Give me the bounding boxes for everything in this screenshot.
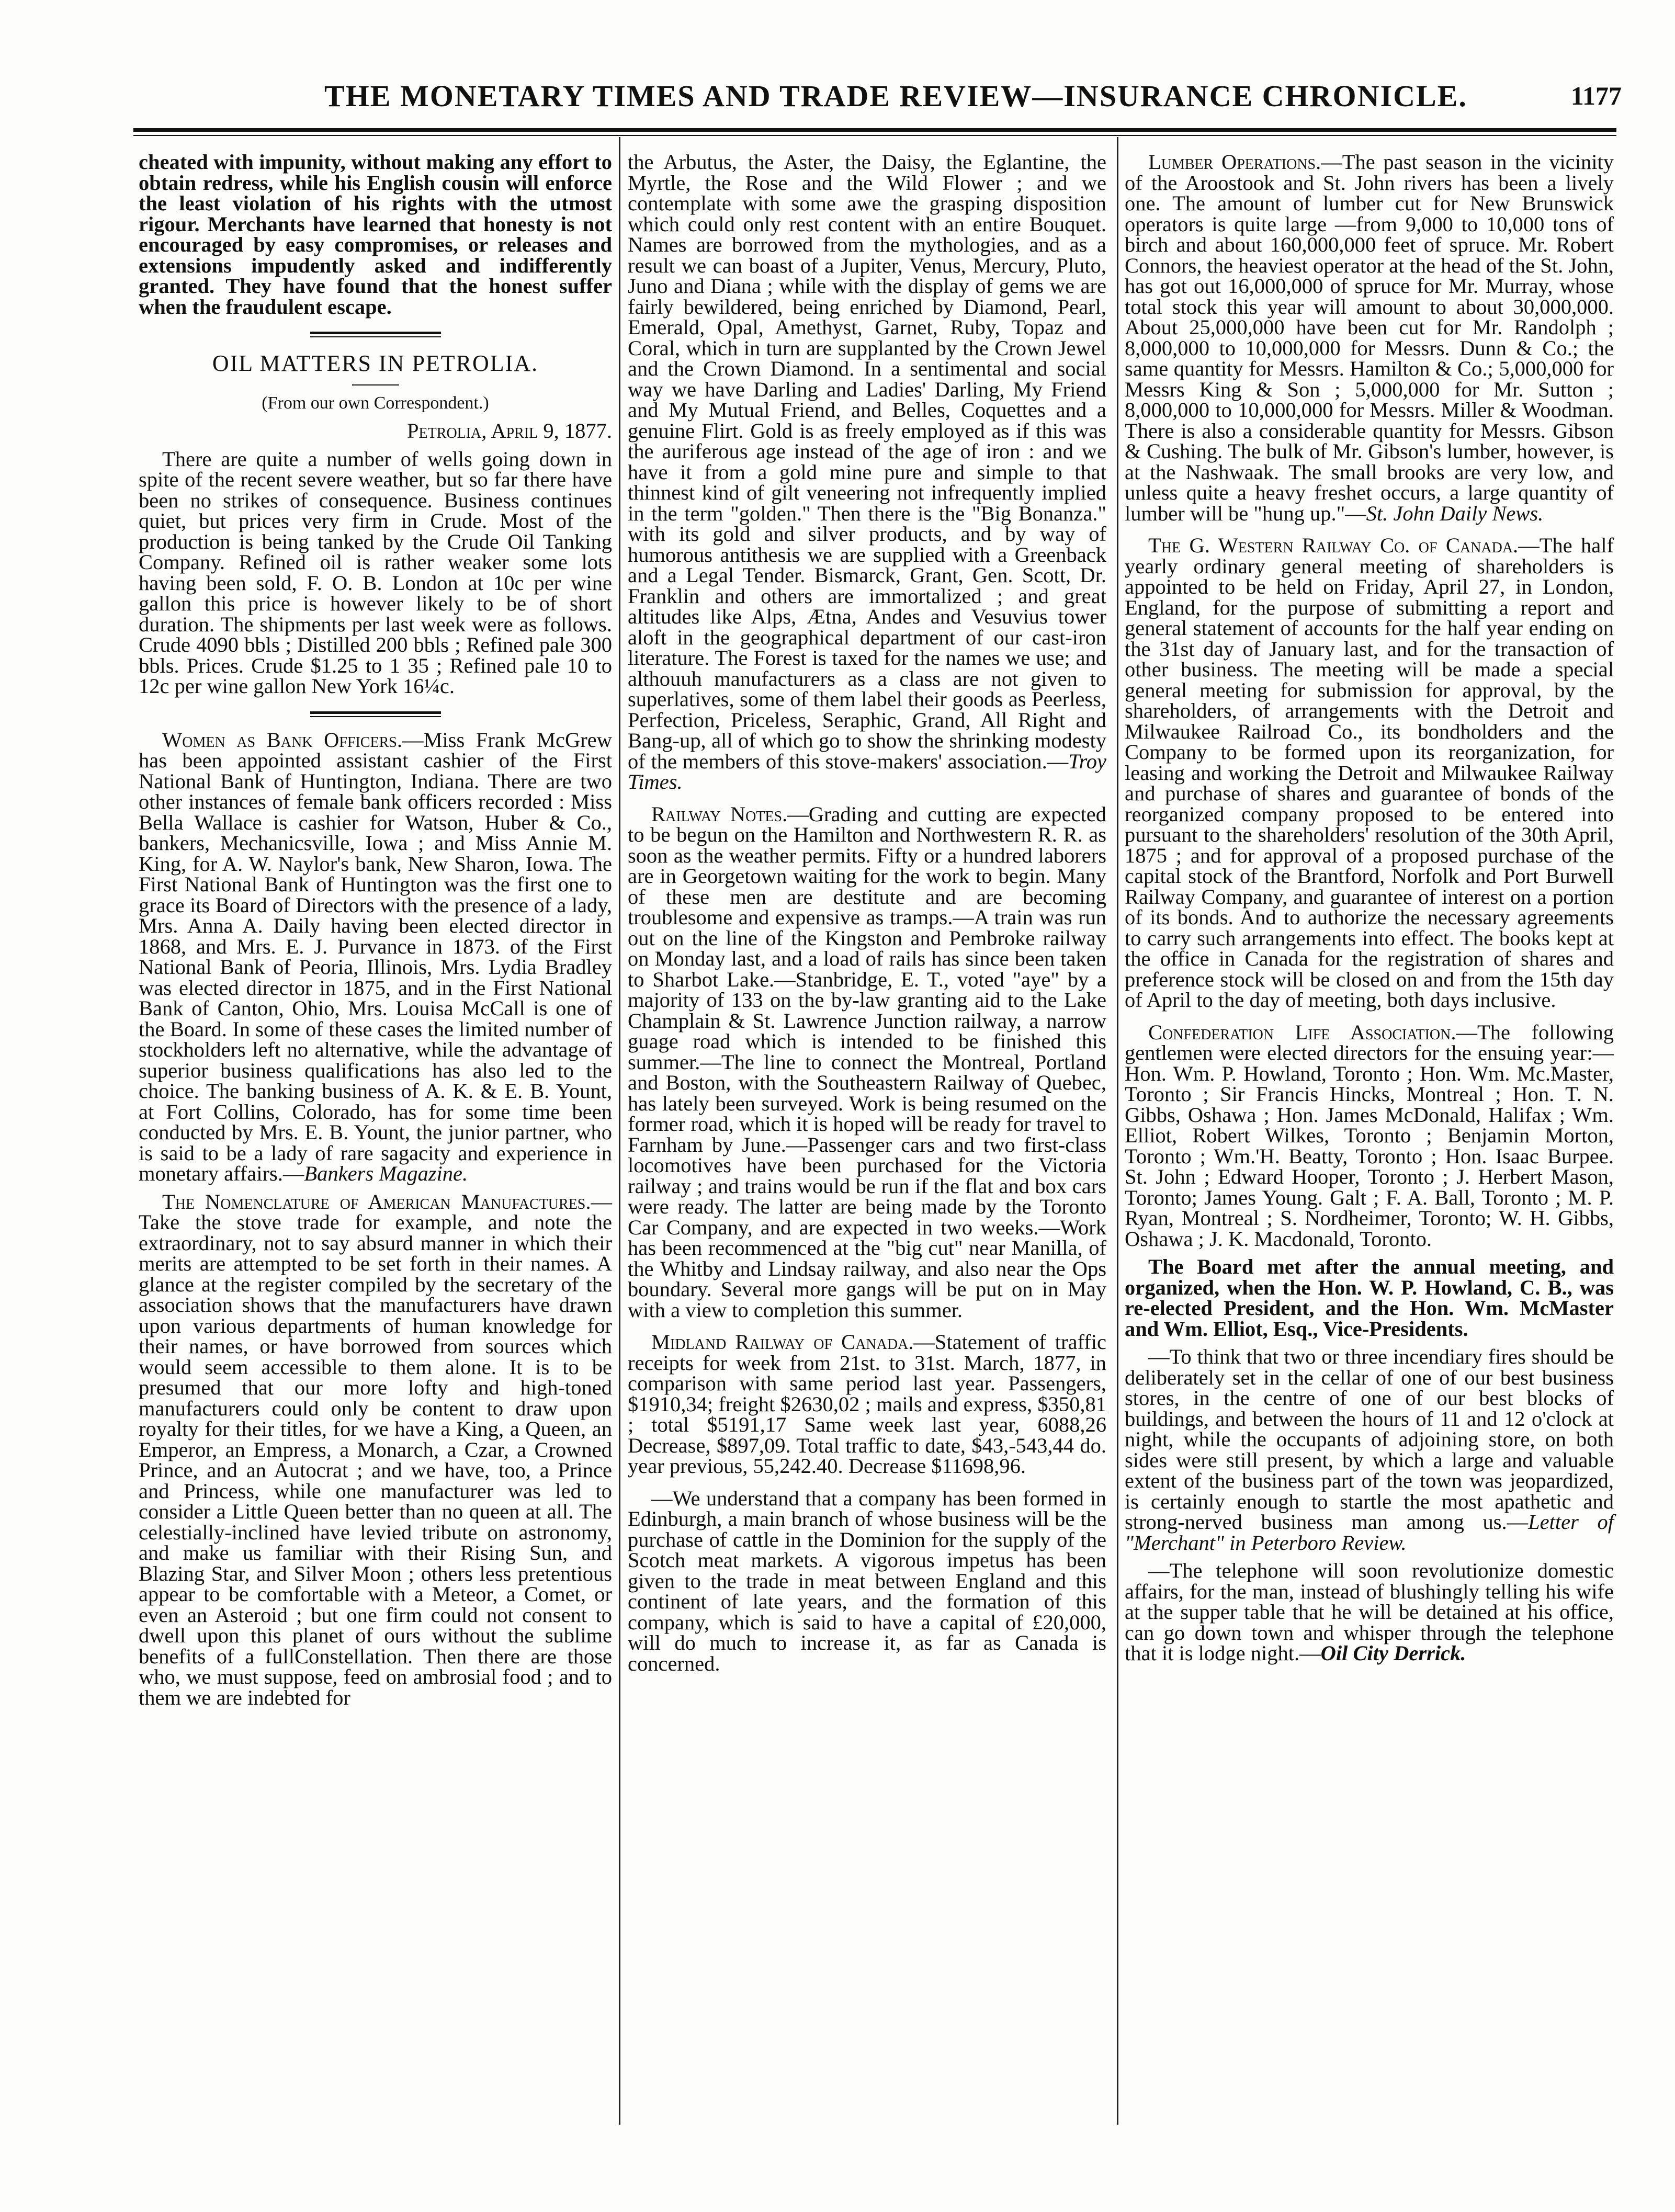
column-1	[139, 152, 612, 1715]
column-divider	[619, 137, 620, 2125]
column-2	[628, 152, 1106, 1681]
nomen-source: Troy Times.	[628, 749, 1106, 793]
conf-body: —The following gentlemen were elected directors for the ensuing year:—Hon. Wm. P. Howland, Toronto ; Hon. Wm. Mc.Master, Toronto ; Sir Francis Hincks, Montreal ; Hon. T. N. Gibbs, Oshawa ; Hon. James McDonald, Halifax ; Wm. Elliot, Robert Wilkes, Toronto ; Benjamin Morton, Toronto ; Wm.'H. Beatty, Toronto ; Hon. Isaac Burpee. St. John ; Edward Hooper, Toronto ; J. Herbert Mason, Toronto; James Young. Galt ; F. A. Ball, Toronto ; M. P. Ryan, Montreal ; S. Nordheimer, Toronto; W. H. Gibbs, Oshawa ; J. K. Macdonald, Toronto.	[1125, 1020, 1614, 1251]
gwr-title: The G. Western Railway Co. of Canada.	[1148, 534, 1519, 557]
conf-article	[1125, 1022, 1614, 1250]
nomen-title: The Nomenclature of American Manufactures.	[162, 1189, 591, 1213]
short-rule	[352, 384, 399, 385]
midland-title: Midland Railway of Canada.	[651, 1330, 914, 1354]
rail-title: Railway Notes.	[651, 802, 788, 826]
nomen-cont-body: the Arbutus, the Aster, the Daisy, the Eglantine, the Myrtle, the Rose and the Wild Flower ; and we contemplate with some awe the grasping disposition which could only rest content with an entire Bouquet. Names are borrowed from the mythologies, and as a result we can boast of a Jupiter, Venus, Mercury, Pluto, Juno and Diana ; while with the display of gems we are fairly bewildered, being enriched by Diamond, Pearl, Emerald, Opal, Amethyst, Garnet, Ruby, Topaz and Coral, which in turn are supplanted by the Crown Jewel and the Crown Diamond. In a sentimental and social way we have Darling and Ladies' Darling, My Friend and My Mutual Friend, and Belles, Coquettes and a genuine Flirt. Gold is as freely employed as if this was the auriferous age instead of the age of iron : and we have it from a gold mine pure and simple to that thinnest kind of gilt veneering not infrequently implied in the term "golden." Then there is the "Big Bonanza." with its gold and silver products, and by way of humorous antithesis we are supplied with a Greenback and a Legal Tender. Bismarck, Grant, Gen. Scott, Dr. Franklin and others are immortalized ; and great altitudes like Alps, Ætna, Andes and Vesuvius tower aloft in the geographical department of our cast-iron literature. The Forest is taxed for the names we use; and althouuh manufacturers as a class are not given to superlatives, some of them label their goods as Peerless, Perfection, Priceless, Seraphic, Grand, All Right and Bang-up, all of which go to show the shrinking modesty of the members of this stove-makers' association.—	[628, 150, 1106, 773]
nomen-body: —Take the stove trade for example, and note the extraordinary, not to say absurd manner in which their merits are attempted to be set forth in their names. A glance at the register compiled by the secretary of the association shows that the manufacturers have drawn upon various departments of human knowledge for their names, or have borrowed from sources which would seem accessible to them alone. It is to be presumed that our more lofty and high-toned manufacturers could only be content to draw upon royalty for their titles, for we have a King, a Queen, an Emperor, an Empress, a Monarch, a Czar, a Crowned Prince, and an Autocrat ; and we have, too, a Prince and Princess, while one manufacturer was led to consider a Little Queen better than no queen at all. The celestially-inclined have levied tribute on astronomy, and make us familiar with their Rising Sun, and Blazing Star, and Silver Moon ; others less pretentious appear to be comfortable with a Meteor, a Comet, or even an Asteroid ; but one firm could not consent to dwell upon this planet of ours without the sublime benefits of a fullConstellation. Then there are those who, we must suppose, feed on ambrosial food ; and to them we are indebted for	[139, 1189, 612, 1709]
journal-title: THE MONETARY TIMES AND TRADE REVIEW—INSURANCE CHRONICLE.	[324, 79, 1467, 113]
header-rule-thin	[133, 135, 1616, 136]
oil-dateline: Petrolia, April 9, 1877.	[407, 419, 612, 443]
nomen-continued	[628, 152, 1106, 792]
rail-article	[628, 804, 1106, 1321]
section-rule	[310, 332, 441, 337]
oil-body: There are quite a number of wells going down in spite of the recent severe weather, but so far there have been no strikes of consequence. Business continues quiet, but prices very firm in Crude. Most of the production is being tanked by the Crude Oil Tanking Company. Refined oil is rather weaker some lots having been sold, F. O. B. London at 10c per wine gallon this price is however likely to be of short duration. The shipments per last week were as follows. Crude 4090 bbls ; Distilled 200 bbls ; Refined pale 300 bbls. Prices. Crude $1.25 to 1 35 ; Refined pale 10 to 12c per wine gallon New York 16¼c.	[139, 447, 612, 698]
women-article	[139, 730, 612, 1184]
header-rule	[133, 128, 1616, 132]
midland-body: —Statement of traffic receipts for week from 21st. to 31st. March, 1877, in comparison with same period last year. Passengers, $1910,34; freight $2630,02 ; mails and express, $350,81 ; total $5191,17 Same week last year, 6088,26 Decrease, $897,09. Total traffic to date, $43,-543,44 do. year previous, 55,242.40. Decrease $11698,96.	[628, 1330, 1106, 1478]
section-rule	[310, 711, 441, 717]
page-number: 1177	[1570, 81, 1622, 110]
telephone-article	[1125, 1560, 1614, 1664]
oil-heading: OIL MATTERS IN PETROLIA.	[212, 350, 539, 376]
cattle-article: —We understand that a company has been formed in Edinburgh, a main branch of whose business will be the purchase of cattle in the Dominion for the supply of the Scotch meat markets. A vigorous impetus has been given to the trade in meat between England and this continent of late years, and the formation of this company, which is said to have a capital of £20,000, will do much to increase it, as far as Canada is concerned.	[628, 1486, 1106, 1675]
gwr-body: —The half yearly ordinary general meeting of shareholders is appointed to be held on Friday, April 27, in London, England, for the purpose of submitting a report and general statement of accounts for the half year ending on the 31st day of January last, and for the transaction of other business. The meeting will be made a special general meeting for submission for approval, by the shareholders, of arrangements with the Detroit and Milwaukee Railroad Co., its bondholders and the Company to be formed upon its reorganization, for leasing and working the Detroit and Milwaukee Railway and purchase of shares and guarantee of bonds of the reorganized company proposed to be entered into pursuant to the shareholders' resolution of the 30th April, 1875 ; and for approval of a proposed purchase of the capital stock of the Brantford, Norfolk and Port Burwell Railway Company, and guarantee of interest on a portion of its bonds. And to authorize the necessary agreements to carry such arrangements into effect. The books kept at the office in Canada for the registration of shares and preference stock will be closed on and from the 15th day of April to the day of meeting, both days inclusive.	[1125, 534, 1614, 1012]
conf-title: Confederation Life Association.	[1148, 1020, 1456, 1044]
rail-body: —Grading and cutting are expected to be begun on the Hamilton and Northwestern R. R. as soon as the weather permits. Fifty or a hundred laborers are in Georgetown waiting for the work to begin. Many of these men are destitute and are becoming troublesome and expensive as tramps.—A train was run out on the line of the Kingston and Pembroke railway on Monday last, and a load of rails has since been taken to Sharbot Lake.—Stanbridge, E. T., voted "aye" by a majority of 133 on the by-law granting aid to the Lake Champlain & St. Lawrence Junction railway, a narrow guage road which is intended to be finished this summer.—The line to connect the Montreal, Portland and Boston, with the Southeastern Railway of Quebec, has lately been surveyed. Work is being resumed on the former road, which it is hoped will be ready for travel to Farnham by June.—Passenger cars and two first-class locomotives have been purchased for the Victoria railway ; and trains would be run if the flat and box cars were ready. The latter are being made by the Toronto Car Company, and are expected in two weeks.—Work has been recommenced at the "big cut" near Manilla, of the Whitby and Lindsay railway, and also near the Ops boundary. Several more gangs will be put on in May with a view to completion this summer.	[628, 802, 1106, 1322]
midland-article	[628, 1332, 1106, 1477]
lumber-source: St. John Daily News.	[1366, 501, 1544, 525]
women-body: —Miss Frank McGrew has been appointed assistant cashier of the First National Bank of Huntington, Indiana. There are two other instances of female bank officers recorded : Miss Bella Wallace is cashier for Watson, Huber & Co., bankers, Mechanicsville, Iowa ; and Miss Annie M. King, for A. W. Naylor's bank, New Sharon, Iowa. The First National Bank of Huntington was the first one to grace its Board of Directors with the presence of a lady, Mrs. Anna A. Daily having been elected director in 1868, and Mrs. E. J. Purvance in 1873. of the First National Bank of Peoria, Illinois, Mrs. Lydia Bradley was elected director in 1875, and in the First National Bank of Canton, Ohio, Mrs. Louisa McCall is one of the Board. In some of these cases the limited number of stockholders left no alternative, while the advantage of superior business qualifications has also led to the choice. The banking business of A. K. & E. B. Yount, at Fort Collins, Colorado, has for some time been conducted by Mrs. E. B. Yount, the junior partner, who is said to be a lady of rare sagacity and experience in monetary affairs.—	[139, 728, 612, 1185]
fires-source: Letter of "Merchant" in Peterboro Review.	[1125, 1510, 1614, 1555]
oil-byline: (From our own Correspondent.)	[262, 393, 489, 413]
lumber-title: Lumber Operations.	[1148, 150, 1321, 174]
tele-source: Oil City Derrick.	[1320, 1641, 1466, 1665]
lumber-article	[1125, 152, 1614, 524]
column-divider	[1117, 137, 1118, 2125]
lumber-body: —The past season in the vicinity of the Aroostook and St. John rivers has been a lively one. The amount of lumber cut for New Brunswick operators is quite large —from 9,000 to 10,000 tons of birch and about 160,000,000 feet of spruce. Mr. Robert Connors, the heaviest operator at the head of the St. John, has got out 16,000,000 of spruce for Mr. Murray, whose total stock this year will amount to about 30,000,000. About 25,000,000 have been cut for Mr. Randolph ; 8,000,000 to 10,000,000 for Messrs. Dunn & Co.; the same quantity for Messrs. Hamilton & Co.; 5,000,000 for Messrs King & Son ; 5,000,000 for Mr. Sutton ; 8,000,000 to 10,000,000 for Messrs. Miller & Woodman. There is also a considerable quantity for Messrs. Gibson & Cushing. The bulk of Mr. Gibson's lumber, however, is at the Nashwaak. The small brooks are very low, and unless quite a heavy freshet occurs, a large quantity of lumber will be "hung up."—	[1125, 150, 1614, 525]
column-3	[1125, 152, 1614, 1671]
tele-body: —The telephone will soon revolutionize domestic affairs, for the man, instead of blushingly telling his wife at the supper table that he will be detained at his office, can go down town and whisper through the telephone that it is lodge night.—	[1125, 1559, 1614, 1665]
page-header	[141, 78, 1622, 120]
article-continuation: cheated with impunity, without making any effort to obtain redress, while his English cousin will enforce the least violation of his rights with the utmost rigour. Merchants have learned that honesty is not encouraged by easy compromises, or releases and extensions impudently asked and indifferently granted. They have found that the honest suffer when the fraudulent escape.	[139, 150, 612, 319]
conf-board: The Board met after the annual meeting, and organized, when the Hon. W. P. Howland, C. B., was re-elected President, and the Hon. Wm. McMaster and Wm. Elliot, Esq., Vice-Presidents.	[1125, 1255, 1614, 1341]
gwr-article	[1125, 535, 1614, 1011]
nomen-article	[139, 1189, 612, 1709]
fires-body: —To think that two or three incendiary fires should be deliberately set in the cellar of one of our best business stores, in the centre of one of our best blocks of buildings, and between the hours of 11 and 12 o'clock at night, while the occupants of adjoining store, on both sides were still present, by which a large and valuable extent of the business part of the town was jeopardized, is certainly enough to startle the most apathetic and strong-nerved business man among us.—	[1125, 1345, 1614, 1534]
women-title: Women as Bank Officers.	[162, 728, 402, 752]
fires-article	[1125, 1346, 1614, 1553]
women-source: Bankers Magazine.	[304, 1162, 468, 1185]
